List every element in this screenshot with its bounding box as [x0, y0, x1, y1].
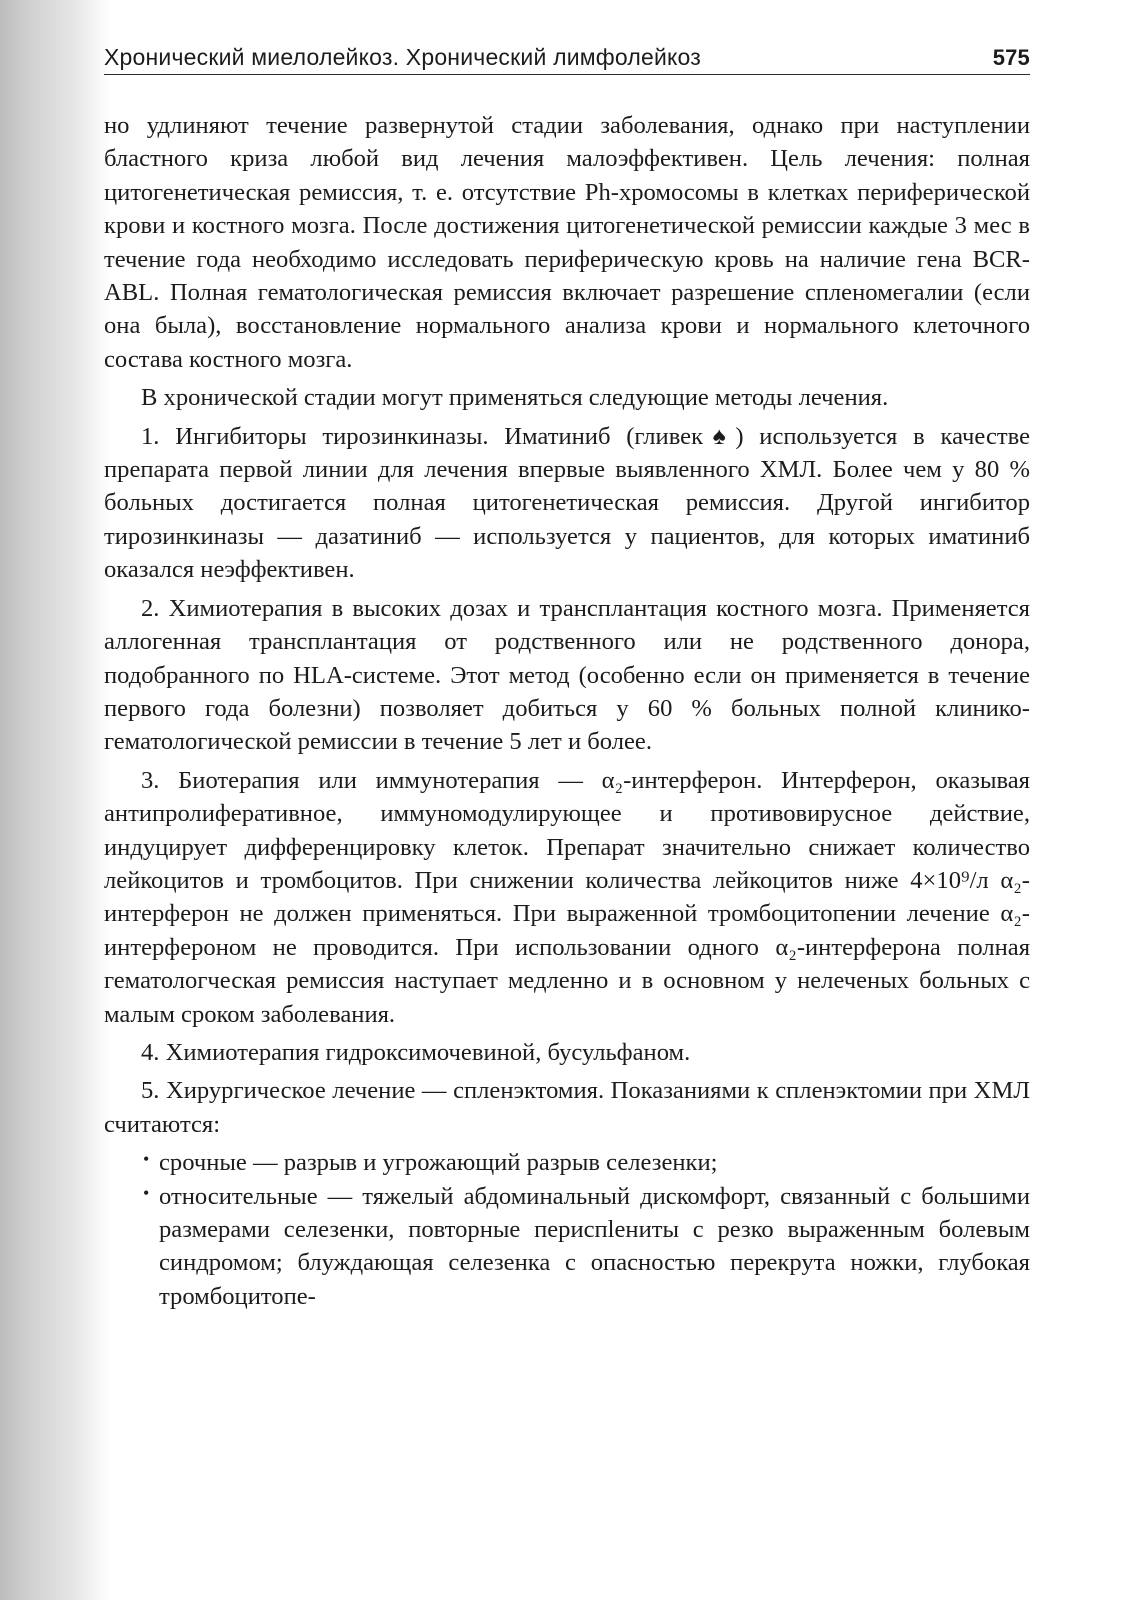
- book-page: [104, 44, 1030, 1313]
- indications-list: [104, 1146, 1030, 1313]
- page-gutter-shadow: [0, 0, 110, 1600]
- paragraph-4: 2. Химиотерапия в высоких дозах и трансплантация костного мозга. Применяется аллогенная трансплантация от родственного или не родственного донора, подобранного по HLA-системе. Этот метод (особенно если он применяется в течение первого года болезни) позволяет добиться у 60 % больных полной клинико-гематологической ремиссии в течение 5 лет и более.: [104, 594, 1030, 756]
- paragraph-2: В хронической стадии могут применяться следующие методы лечения.: [141, 384, 889, 412]
- paragraph-7: 5. Хирургическое лечение — спленэктомия. Показаниями к спленэктомии при ХМЛ считаются:: [104, 1077, 1030, 1138]
- body-text: [104, 109, 1030, 1313]
- paragraph-6: 4. Химиотерапия гидроксимочевиной, бусульфаном.: [141, 1038, 691, 1066]
- list-item: • относительные — тяжелый абдоминальный дискомфорт, связанный с большими размерами селезенки, повторные периспleниты с резко выраженным болевым синдромом; блуждающая селезенка с опасностью перекрута ножки, глубокая тромбоцитопе-: [159, 1180, 1030, 1314]
- running-header: [104, 44, 1030, 75]
- list-item: • срочные — разрыв и угрожающий разрыв селезенки;: [159, 1146, 1030, 1179]
- paragraph-5: 3. Биотерапия или иммунотерапия — α₂-интерферон. Интерферон, оказывая антипролиферативное, иммуномодулирующее и противовирусное действие, индуцирует дифференцировку клеток. Препарат значительно снижает количество лейкоцитов и тромбоцитов. При снижении количества лейкоцитов ниже 4×10⁹/л α₂-интерферон не должен применяться. При выраженной тромбоцитопении лечение α₂-интерфероном не проводится. При использовании одного α₂-интерферона полная гематологческая ремиссия наступает медленно и в основном у нелеченых больных с малым сроком заболевания.: [104, 766, 1030, 1028]
- paragraph-3: 1. Ингибиторы тирозинкиназы. Иматиниб (гливек♠) используется в качестве препарата первой линии для лечения впервые выявленного ХМЛ. Более чем у 80 % больных достигается полная цитогенетическая ремиссия. Другой ингибитор тирозинкиназы — дазатиниб — используется у пациентов, для которых иматиниб оказался неэффективен.: [104, 422, 1030, 584]
- running-title: Хронический миелолейкоз. Хронический лимфолейкоз: [104, 44, 702, 70]
- page-number: 575: [992, 45, 1030, 70]
- paragraph-1: но удлиняют течение развернутой стадии заболевания, однако при наступлении бластного криза любой вид лечения малоэффективен. Цель лечения: полная цитогенетическая ремиссия, т. е. отсутствие Ph-хромосомы в клетках периферической крови и костного мозга. После достижения цитогенетической ремиссии каждые 3 мес в течение года необходимо исследовать периферическую кровь на наличие гена BCR-ABL. Полная гематологическая ремиссия включает разрешение спленомегалии (если она была), восстановление нормального анализа крови и нормального клеточного состава костного мозга.: [104, 112, 1030, 373]
